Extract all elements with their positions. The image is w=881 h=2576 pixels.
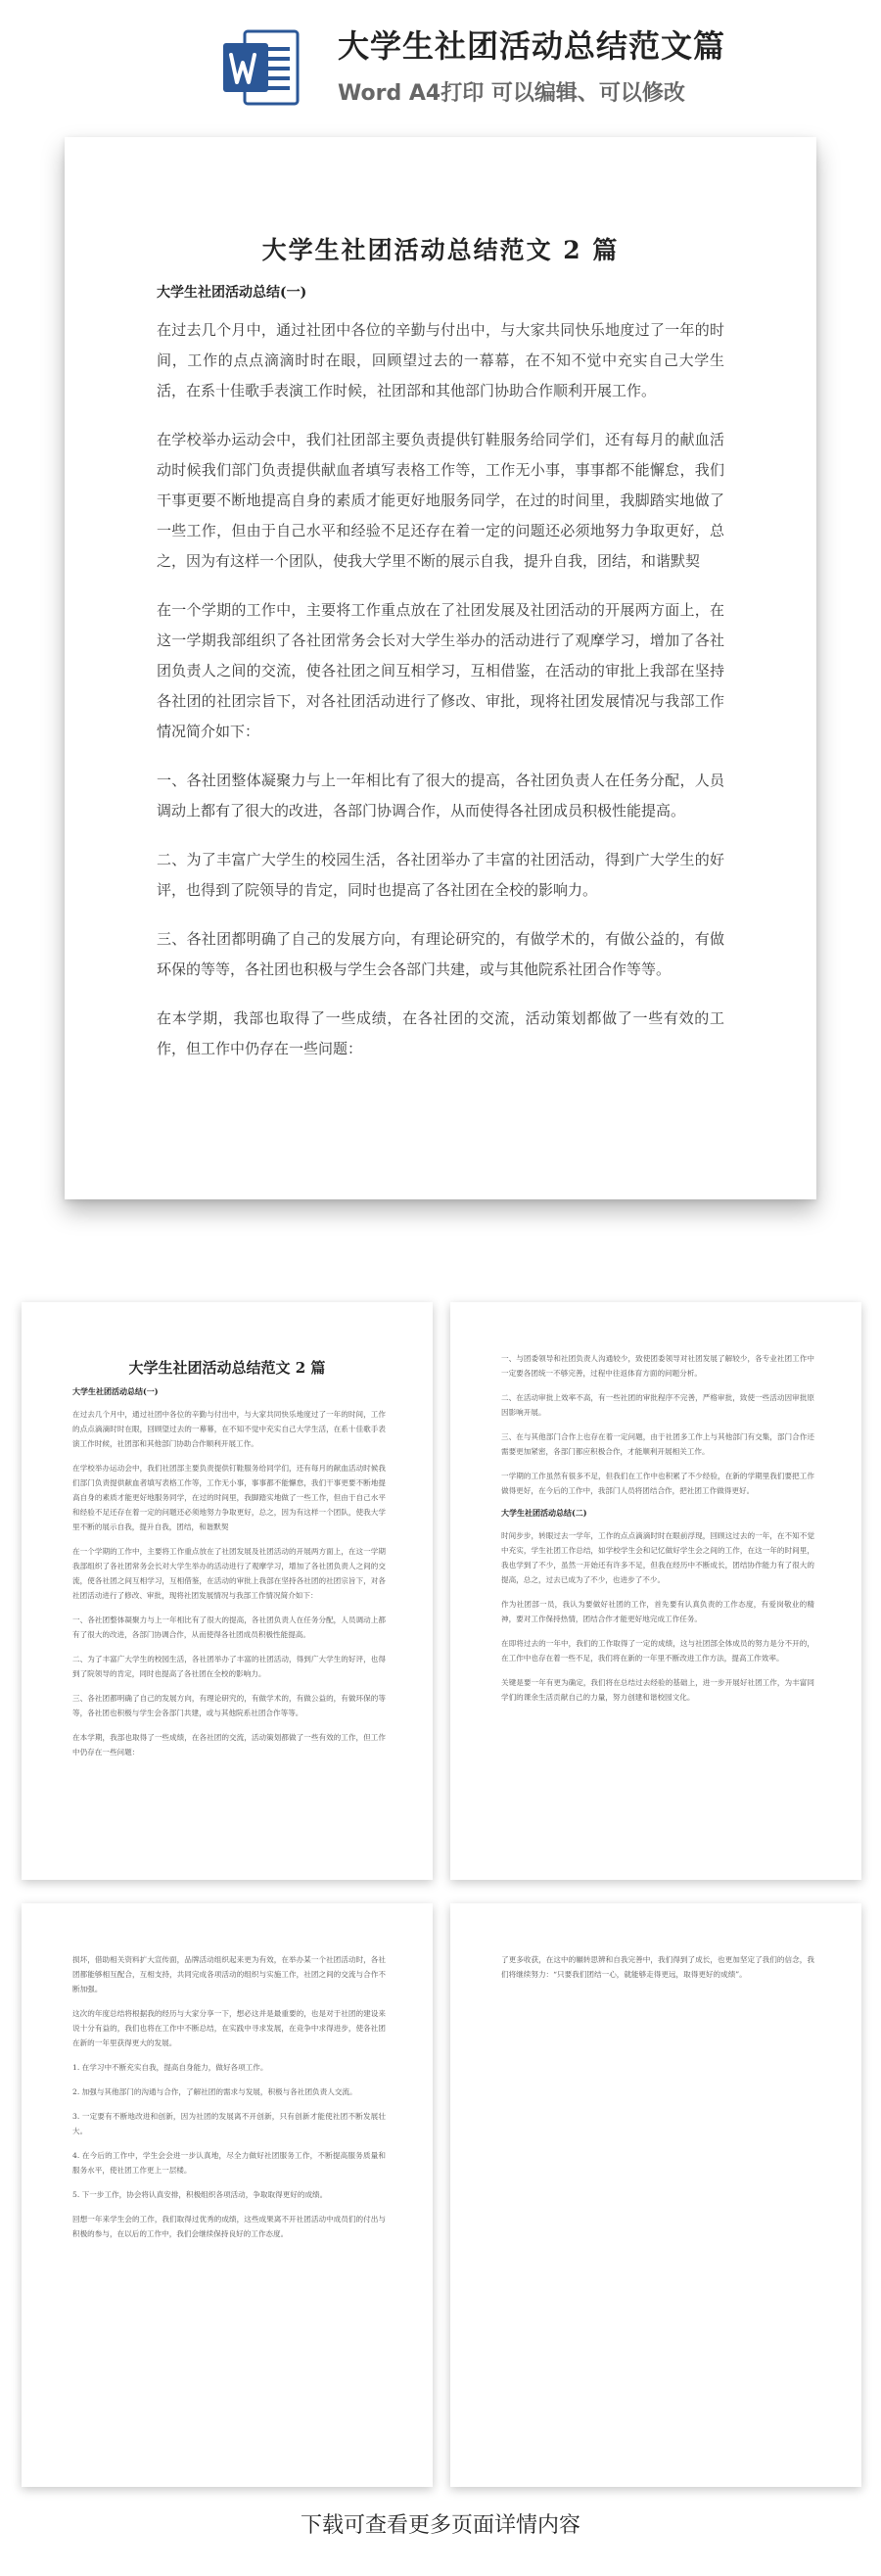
word-document-icon — [221, 27, 301, 108]
thumbnail-paragraph: 5. 下一步工作，协会将认真安排，积极组织各项活动，争取取得更好的成绩。 — [72, 2190, 328, 2199]
thumbnail-paragraph: 3. 一定要有不断地改进和创新，因为社团的发展离不开创新，只有创新才能使社团不断发展壮大。 — [72, 2112, 386, 2135]
thumbnail-paragraph: 1. 在学习中不断充实自我，提高自身能力，做好各项工作。 — [72, 2063, 268, 2072]
thumbnail-paragraph: 2. 加强与其他部门的沟通与合作，了解社团的需求与发展，积极与各社团负责人交流。 — [72, 2087, 357, 2096]
thumbnail-body — [72, 1952, 386, 2251]
thumbnail-body — [501, 1351, 814, 1714]
thumbnail-paragraph: 三、在与其他部门合作上也存在着一定问题，由于社团多工作上与其他部门有交集，部门合作还需要更加紧密，各部门都应积极合作，才能顺利开展相关工作。 — [501, 1432, 814, 1456]
document-paragraph: 在本学期，我部也取得了一些成绩，在各社团的交流，活动策划都做了一些有效的工作，但工作中仍存在一些问题： — [157, 1009, 724, 1057]
thumbnail-paragraph: 关键是要一年有更为确定，我们将在总结过去经验的基础上，进一步开展好社团工作，为丰富同学们的课余生活贡献自己的力量，努力创建和谐校园文化。 — [501, 1678, 814, 1702]
thumbnail-paragraph: 二、为了丰富广大学生的校园生活，各社团举办了丰富的社团活动，得到广大学生的好评，也得到了院领导的肯定，同时也提高了各社团在全校的影响力。 — [72, 1655, 386, 1678]
more-pages-link[interactable]: 下载可查看更多页面详情内容 — [300, 2513, 580, 2538]
thumbnail-paragraph: 一、与团委领导和社团负责人沟通较少，致使团委领导对社团发展了解较少，各专业社团工作中一定要各团统一不够完善，过程中往返体育方面的问题分析。 — [501, 1354, 814, 1378]
page-subtitle: Word A4打印 可以编辑、可以修改 — [338, 81, 685, 106]
thumbnail-paragraph: 回想一年来学生会的工作，我们取得过优秀的成绩，这些成果离不开社团活动中成员们的付出与积极的参与，在以后的工作中，我们会继续保持良好的工作态度。 — [72, 2215, 386, 2238]
document-paragraph: 在过去几个月中，通过社团中各位的辛勤与付出中，与大家共同快乐地度过了一年的时间，工作的点点滴滴时时在眼，回顾望过去的一幕幕，在不知不觉中充实自己大学生活，在系十佳歌手表演工作时候，社团部和其他部门协助合作顺利开展工作。 — [157, 321, 724, 399]
thumbnail-paragraph: 在学校举办运动会中，我们社团部主要负责提供钉鞋服务给同学们，还有每月的献血活动时候我们部门负责提供献血者填写表格工作等，工作无小事，事事都不能懈怠，我们干事更要不断地提高自身的素质才能更好地服务同学，在过的时间里，我脚踏实地做了一些工作，但由于自己水平和经验不足还存在着一定的问题还必须地努力争取更好，总之，因为有这样一个团队，使我大学里不断的展示自我，提升自我，团结，和谐默契 — [72, 1464, 386, 1531]
document-paragraph: 一、各社团整体凝聚力与上一年相比有了很大的提高，各社团负责人在任务分配，人员调动上都有了很大的改进，各部门协调合作，从而使得各社团成员积极性能提高。 — [157, 772, 724, 820]
thumbnail-paragraph: 二、在活动审批上效率不高，有一些社团的审批程序不完善，严格审批，致使一些活动因审批原因影响开展。 — [501, 1393, 814, 1417]
thumbnail-heading: 大学生社团活动总结(一) — [72, 1386, 159, 1396]
thumbnail-body — [72, 1386, 386, 1769]
document-page-preview — [65, 137, 816, 1199]
thumbnail-paragraph: 在过去几个月中，通过社团中各位的辛勤与付出中，与大家共同快乐地度过了一年的时间，工作的点点滴滴时时在眼，回顾望过去的一幕幕，在不知不觉中充实自己大学生活，在系十佳歌手表演工作时候，社团部和其他部门协助合作顺利开展工作。 — [72, 1410, 386, 1448]
document-paragraph: 在一个学期的工作中，主要将工作重点放在了社团发展及社团活动的开展两方面上，在这一学期我部组织了各社团常务会长对大学生举办的活动进行了观摩学习，增加了各社团负责人之间的交流，使各社团之间互相学习，互相借鉴，在活动的审批上我部在坚持各社团的社团宗旨下，对各社团活动进行了修改、审批，现将社团发展情况与我部工作情况简介如下： — [157, 601, 724, 740]
document-paragraph: 三、各社团都明确了自己的发展方向，有理论研究的，有做学术的，有做公益的，有做环保的等等，各社团也积极与学生会各部门共建，或与其他院系社团合作等等。 — [157, 930, 724, 978]
thumbnail-paragraph: 时间步步，转眼过去一学年，工作的点点滴滴时时在眼前浮现，回顾这过去的一年，在不知不觉中充实，学生社团工作总结，如学校学生会和记忆做好学生会之间的工作，在这一年的时间里，我也学到了不少，虽然一开始还有许多不足，但我在经历中不断成长，团结协作能力有了很大的提高，总之，过去已成为了不少，也进步了不少。 — [501, 1531, 814, 1584]
document-paragraph: 二、为了丰富广大学生的校园生活，各社团举办了丰富的社团活动，得到广大学生的好评，也得到了院领导的肯定，同时也提高了各社团在全校的影响力。 — [157, 851, 724, 899]
page-thumbnail-4[interactable] — [450, 1903, 861, 2487]
thumbnail-paragraph: 了更多收获，在这中的辗转思辨和自我完善中，我们得到了成长，也更加坚定了我们的信念，我们将继续努力：“只要我们团结一心，就能够走得更远，取得更好的成绩”。 — [501, 1955, 814, 1979]
page-thumbnail-1[interactable] — [22, 1302, 433, 1880]
document-body — [157, 315, 724, 1083]
page-thumbnail-3[interactable] — [22, 1903, 433, 2487]
document-title: 大学生社团活动总结范文 2 篇 — [261, 236, 620, 264]
thumbnail-paragraph: 在本学期，我部也取得了一些成绩，在各社团的交流，活动策划都做了一些有效的工作，但工作中仍存在一些问题： — [72, 1733, 386, 1756]
thumbnail-paragraph: 一学期的工作虽然有很多不足，但我们在工作中也积累了不少经验，在新的学期里我们要把工作做得更好，在今后的工作中，我部门人员将团结合作，把社团工作做得更好。 — [501, 1472, 814, 1495]
page-title: 大学生社团活动总结范文篇 — [338, 27, 726, 65]
thumbnail-paragraph: 一、各社团整体凝聚力与上一年相比有了很大的提高，各社团负责人在任务分配，人员调动上都有了很大的改进，各部门协调合作，从而使得各社团成员积极性能提高。 — [72, 1616, 386, 1639]
thumbnail-paragraph: 在一个学期的工作中，主要将工作重点放在了社团发展及社团活动的开展两方面上，在这一学期我部组织了各社团常务会长对大学生举办的活动进行了观摩学习，增加了各社团负责人之间的交流，使各社团之间互相学习，互相借鉴，在活动的审批上我部在坚持各社团的社团宗旨下，对各社团活动进行了修改、审批，现将社团发展情况与我部工作情况简介如下： — [72, 1547, 386, 1600]
thumbnail-paragraph: 作为社团部一员，我认为要做好社团的工作，首先要有认真负责的工作态度，有爱岗敬业的精神，要对工作保持热情，团结合作才能更好地完成工作任务。 — [501, 1600, 814, 1623]
thumbnail-paragraph: 在即将过去的一年中，我们的工作取得了一定的成绩，这与社团部全体成员的努力是分不开的，在工作中也存在着一些不足，我们将在新的一年里不断改进工作方法，提高工作效率。 — [501, 1639, 814, 1663]
thumbnail-paragraph: 三、各社团都明确了自己的发展方向，有理论研究的，有做学术的，有做公益的，有做环保的等等，各社团也积极与学生会各部门共建，或与其他院系社团合作等等。 — [72, 1694, 386, 1717]
page-thumbnail-2[interactable] — [450, 1302, 861, 1880]
document-section-heading: 大学生社团活动总结(一) — [157, 285, 307, 301]
header — [0, 0, 881, 127]
document-paragraph: 在学校举办运动会中，我们社团部主要负责提供钉鞋服务给同学们，还有每月的献血活动时候我们部门负责提供献血者填写表格工作等，工作无小事，事事都不能懈怠，我们干事更要不断地提高自身的素质才能更好地服务同学，在过的时间里，我脚踏实地做了一些工作，但由于自己水平和经验不足还存在着一定的问题还必须地努力争取更好，总之，因为有这样一个团队，使我大学里不断的展示自我，提升自我，团结，和谐默契 — [157, 431, 724, 570]
thumbnail-heading: 大学生社团活动总结(二) — [501, 1508, 587, 1518]
thumbnail-title: 大学生社团活动总结范文 2 篇 — [128, 1359, 326, 1377]
thumbnail-body — [501, 1952, 814, 1991]
thumbnail-paragraph: 损坏，借助相关资料扩大宣传面，品牌活动组织起来更为有效，在举办某一个社团活动时，各社团都能够相互配合，互相支持，共同完成各项活动的组织与实施工作，社团之间的交流与合作不断加强。 — [72, 1955, 386, 1993]
thumbnail-paragraph: 4. 在今后的工作中，学生会会进一步认真地，尽全力做好社团服务工作，不断提高服务质量和服务水平，使社团工作更上一层楼。 — [72, 2151, 386, 2175]
thumbnail-paragraph: 这次的年度总结将根据我的经历与大家分享一下，想必这并是最重要的，也是对于社团的建设来说十分有益的，我们也将在工作中不断总结，在实践中寻求发展，在竞争中求得进步，使各社团在新的一年里获得更大的发展。 — [72, 2009, 386, 2047]
